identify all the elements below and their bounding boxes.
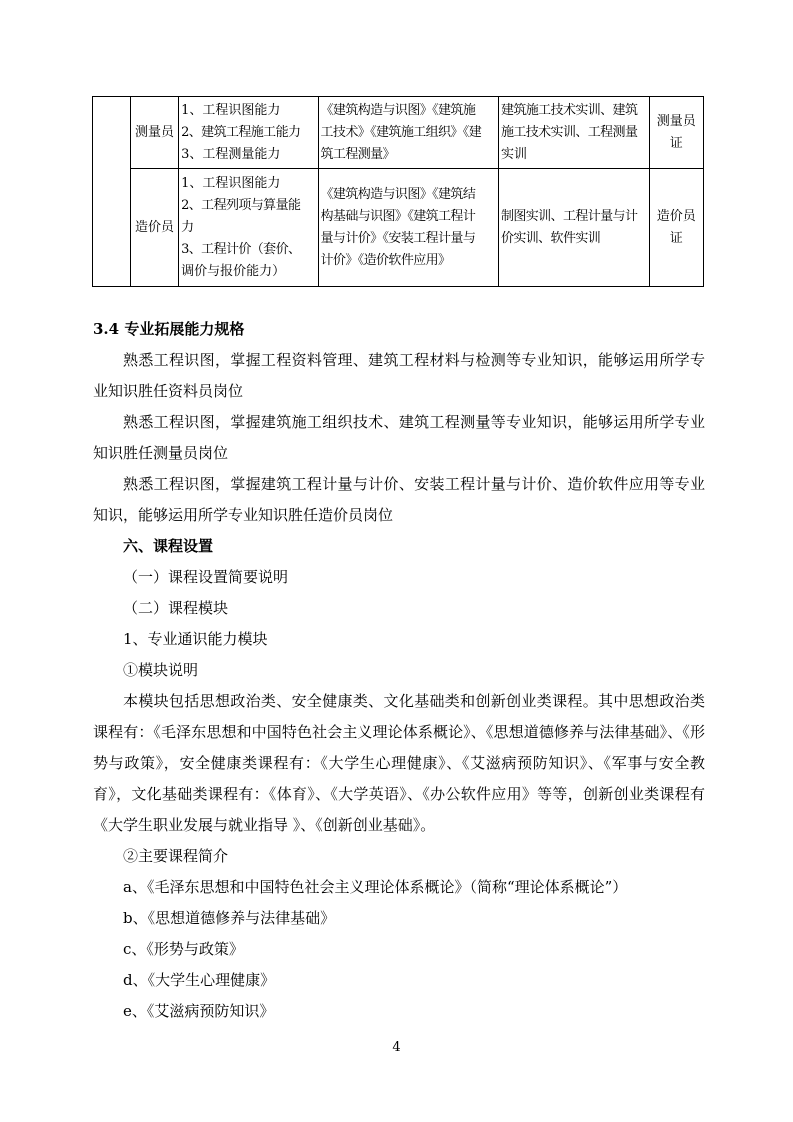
paragraph: 熟悉工程识图，掌握建筑工程计量与计价、安装工程计量与计价、造价软件应用等专业知识，能够运用所学专业知识胜任造价员岗位 xyxy=(93,475,705,524)
course-item: b、《思想道德修养与法律基础》 xyxy=(123,909,336,927)
course-item: a、《毛泽东思想和中国特色社会主义理论体系概论》（简称“理论体系概论”） xyxy=(123,878,628,896)
course-item: d、《大学生心理健康》 xyxy=(123,971,276,989)
training-cell: 建筑施工技术实训、建筑 施工技术实训、工程测量 实训 xyxy=(498,97,649,169)
subheading: （一）课程设置简要说明 xyxy=(123,568,289,586)
subheading: （二）课程模块 xyxy=(123,599,229,617)
courses-cell: 《建筑构造与识图》《建筑施 工技术》《建筑施工组织》《建 筑工程测量》 xyxy=(318,97,498,169)
table-row xyxy=(93,169,704,287)
course-item: c、《形势与政策》 xyxy=(123,940,244,958)
courses-cell: 《建筑构造与识图》《建筑结 构基础与识图》《建筑工程计 量与计价》《安装工程计量与 计价》《造价软件应用》 xyxy=(318,169,498,287)
abilities-cell: 1、工程识图能力 2、工程列项与算量能 力 3、工程计价（套价、 调价与报价能力） xyxy=(179,169,318,287)
paragraph: 熟悉工程识图，掌握建筑施工组织技术、建筑工程测量等专业知识，能够运用所学专业知识胜任测量员岗位 xyxy=(93,413,705,462)
section-heading: 3.4 专业拓展能力规格 xyxy=(93,320,245,338)
category-cell xyxy=(93,97,131,287)
page-number: 4 xyxy=(392,1040,401,1055)
skills-table xyxy=(92,96,704,287)
course-intro-label: ②主要课程简介 xyxy=(123,847,229,865)
paragraph: 熟悉工程识图，掌握工程资料管理、建筑工程材料与检测等专业知识，能够运用所学专业知识胜任资料员岗位 xyxy=(93,351,705,400)
module-description-label: ①模块说明 xyxy=(123,661,199,679)
module-description: 本模块包括思想政治类、安全健康类、文化基础类和创新创业类课程。其中思想政治类课程有：《毛泽东思想和中国特色社会主义理论体系概论》、《思想道德修养与法律基础》、《形势与政策》，安全健康类课程有：《大学生心理健康》、《艾滋病预防知识》、《军事与安全教育》，文化基础类课程有：《体育》、《大学英语》、《办公软件应用》等等，创新创业类课程有《大学生职业发展与就业指导 》、《创新创业基础》。 xyxy=(93,692,705,834)
certificate-cell: 造价员 证 xyxy=(649,169,703,287)
training-cell: 制图实训、工程计量与计 价实训、软件实训 xyxy=(498,169,649,287)
certificate-cell: 测量员 证 xyxy=(649,97,703,169)
abilities-cell: 1、工程识图能力 2、建筑工程施工能力 3、工程测量能力 xyxy=(179,97,318,169)
section-3-4 xyxy=(93,314,705,1027)
role-cell: 测量员 xyxy=(130,97,178,169)
table-row xyxy=(93,97,704,169)
chapter-heading: 六、课程设置 xyxy=(123,537,214,555)
course-item: e、《艾滋病预防知识》 xyxy=(123,1002,275,1020)
module-title: 1、专业通识能力模块 xyxy=(123,630,268,648)
role-cell: 造价员 xyxy=(130,169,178,287)
